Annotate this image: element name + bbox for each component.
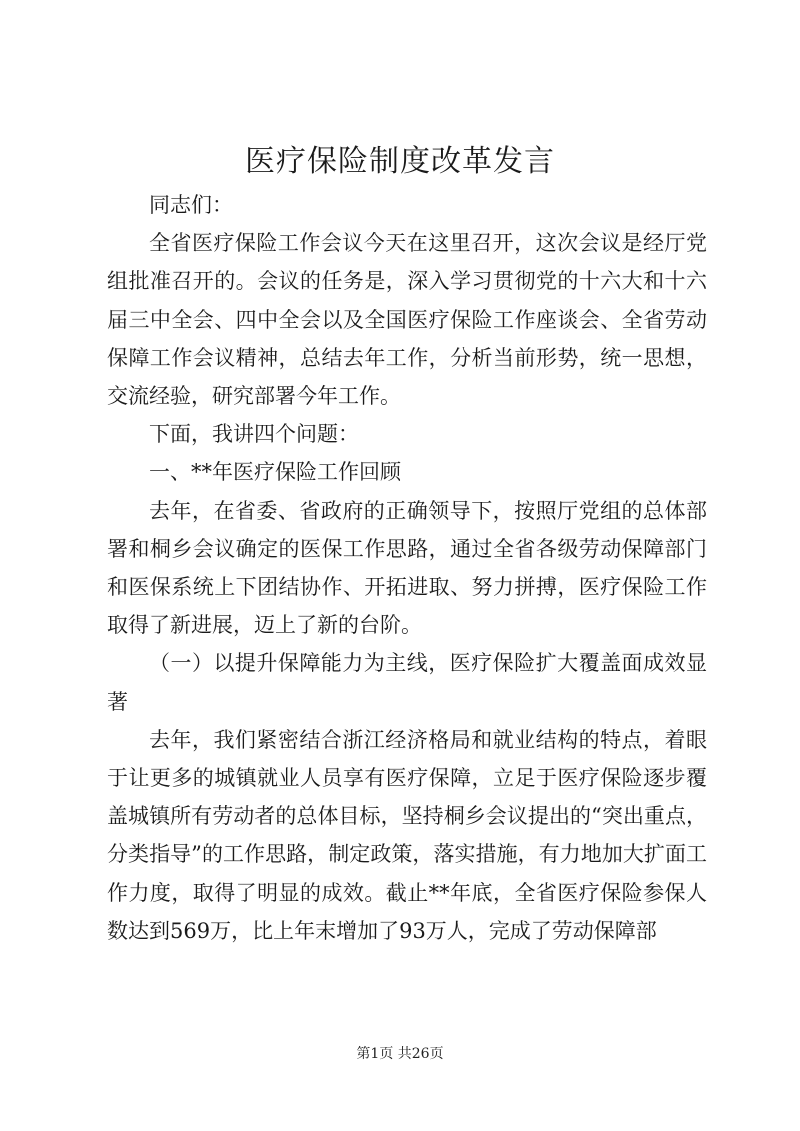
section-heading: 一、**年医疗保险工作回顾 xyxy=(149,460,401,485)
intro-paragraph: 全省医疗保险工作会议今天在这里召开，这次会议是经厅党组批准召开的。会议的任务是，深入学习贯彻党的十六大和十六届三中全会、四中全会以及全国医疗保险工作座谈会、全省劳动保障工作会议精神，总结去年工作，分析当前形势，统一思想，交流经验，研究部署今年工作。 xyxy=(107,231,707,409)
page-footer: 第1页 共26页 xyxy=(356,1046,444,1062)
coverage-paragraph: 去年，我们紧密结合浙江经济格局和就业结构的特点，着眼于让更多的城镇就业人员享有医疗保障，立足于医疗保险逐步覆盖城镇所有劳动者的总体目标，坚持桐乡会议提出的“突出重点，分类指导”的工作思路，制定政策，落实措施，有力地加大扩面工作力度，取得了明显的成效。截止**年底，全省医疗保险参保人数达到569万，比上年末增加了93万人，完成了劳动保障部 xyxy=(107,727,707,943)
subsection-heading: （一）以提升保障能力为主线，医疗保险扩大覆盖面成效显著 xyxy=(107,651,707,714)
outline-paragraph: 下面，我讲四个问题： xyxy=(149,422,359,447)
salutation-paragraph: 同志们： xyxy=(149,193,233,217)
review-paragraph: 去年，在省委、省政府的正确领导下，按照厅党组的总体部署和桐乡会议确定的医保工作思路，通过全省各级劳动保障部门和医保系统上下团结协作、开拓进取、努力拼搏，医疗保险工作取得了新进展，迈上了新的台阶。 xyxy=(107,498,707,638)
document-title: 医疗保险制度改革发言 xyxy=(245,144,555,179)
document-body xyxy=(107,186,707,950)
